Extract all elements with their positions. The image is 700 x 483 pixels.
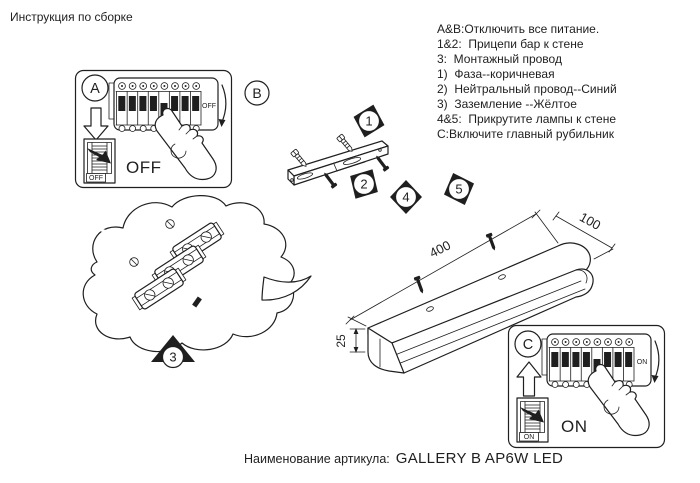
instruction-line: 4&5: Прикрутите лампы к стене bbox=[437, 112, 617, 126]
screw-icon bbox=[414, 276, 426, 295]
article-caption bbox=[244, 450, 563, 467]
dim-400-label: 400 bbox=[426, 237, 454, 261]
instruction-line: A&B:Отключить все питание. bbox=[437, 22, 600, 36]
instruction-line: 3) Заземление --Жёлтое bbox=[437, 97, 577, 111]
instruction-line: 1&2: Прицепи бар к стене bbox=[437, 37, 584, 51]
step-badge-1 bbox=[349, 100, 389, 141]
breaker-on-label: ON bbox=[636, 359, 648, 366]
step-number: 2 bbox=[360, 176, 368, 192]
step-number: 4 bbox=[402, 189, 410, 205]
step-badge-2 bbox=[342, 161, 387, 206]
panel-a bbox=[76, 71, 232, 188]
instruction-line: 1) Фаза--коричневая bbox=[437, 67, 555, 81]
step-number: 3 bbox=[169, 349, 177, 365]
big-off-label: OFF bbox=[126, 158, 162, 177]
wiring-cloud bbox=[83, 196, 311, 352]
instruction-line: C:Включите главный рубильник bbox=[437, 127, 614, 141]
panel-c bbox=[509, 326, 665, 448]
step-number: 5 bbox=[455, 181, 463, 197]
dimension-height bbox=[334, 328, 365, 353]
article-label: Наименование артикула: bbox=[244, 452, 390, 466]
instruction-line: 2) Нейтральный провод--Синий bbox=[437, 82, 617, 96]
step-letter-a: A bbox=[90, 81, 100, 97]
dim-25-label: 25 bbox=[334, 334, 348, 348]
big-on-label: ON bbox=[561, 417, 588, 436]
instruction-line: 3: Монтажный провод bbox=[437, 52, 562, 66]
step-badge-4 bbox=[390, 180, 422, 214]
dim-100-label: 100 bbox=[577, 209, 604, 233]
breaker-off-label: OFF bbox=[202, 103, 216, 110]
screw-icon bbox=[291, 149, 309, 169]
step-number: 1 bbox=[365, 113, 373, 129]
inset-off-label: OFF bbox=[89, 175, 103, 182]
inset-on-label: ON bbox=[523, 434, 535, 441]
article-value: GALLERY B AP6W LED bbox=[395, 450, 564, 467]
page-title: Инструкция по сборке bbox=[10, 10, 133, 24]
step-letter-b: B bbox=[252, 85, 262, 101]
screw-icon bbox=[337, 134, 355, 154]
step-badge-5 bbox=[438, 168, 480, 211]
step-letter-c: C bbox=[522, 337, 534, 353]
